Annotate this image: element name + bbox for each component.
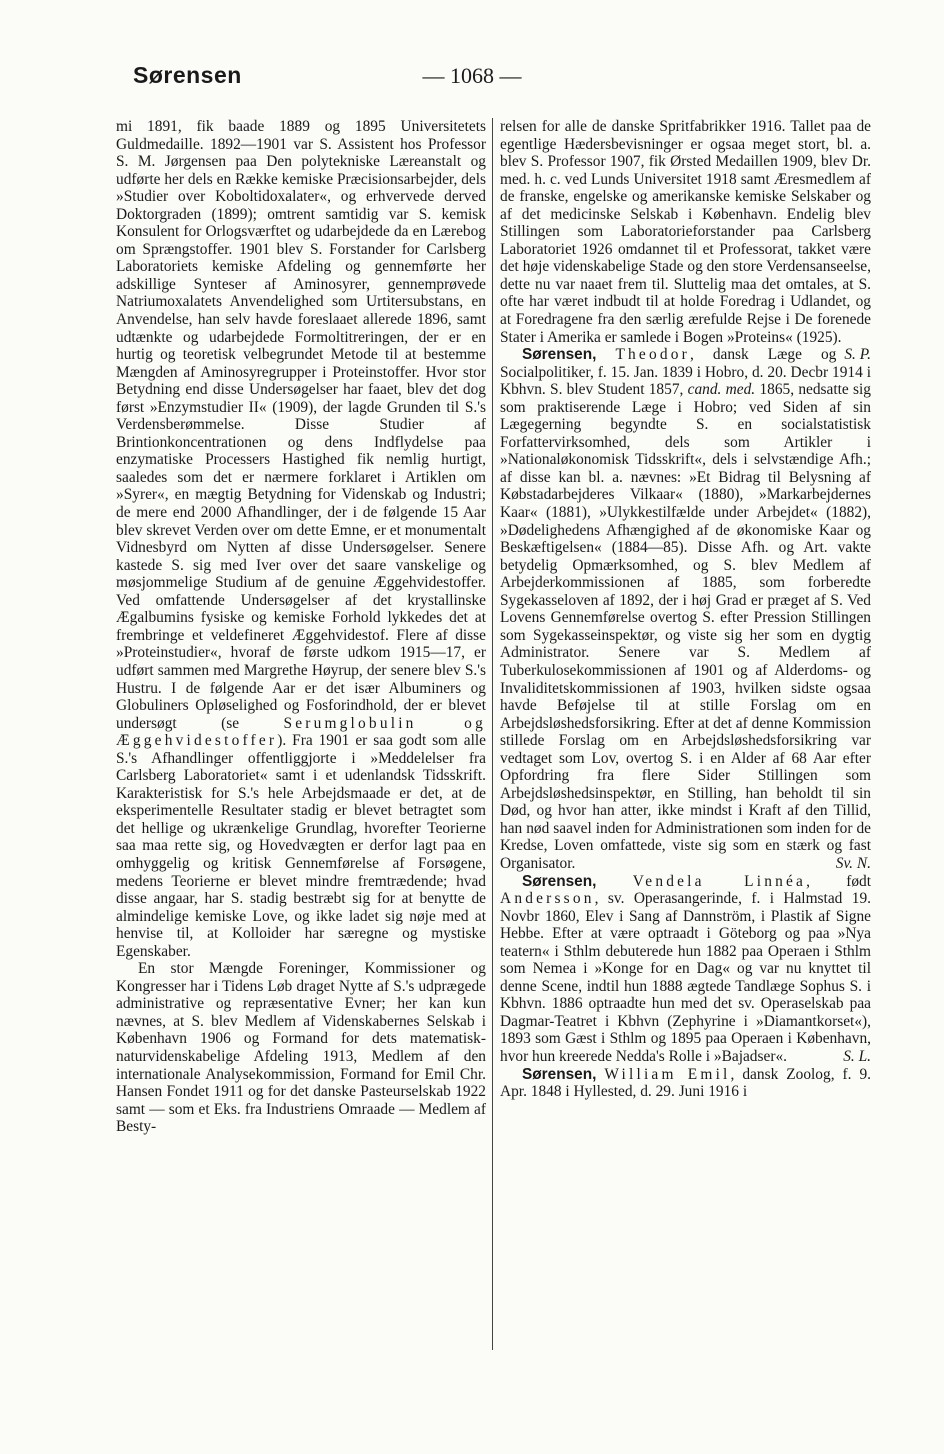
page-number: — 1068 — bbox=[422, 63, 522, 88]
entry-theodor-sorensen bbox=[500, 346, 871, 872]
page-header bbox=[0, 58, 944, 92]
text-run: relsen for alle de danske Spritfabrikker 1916. Tallet paa de egentlige Hædersbevisninger er ogsaa meget stort, bl. a. blev S. Professor 1907, fik Ørsted Medaillen 1909, blev Dr. med. h. c. ved Lunds Universitet 1918 samt Æresmedlem af de franske, engelske og amerikanske kemiske Selskaber og af det medicinske Selskab i København. Endelig blev Stillingen som Laboratorieforstander paa Carlsberg Laboratoriet 1926 omdannet til et Professorat, takket være det høje videnskabelige Stade og den store Verdensanseelse, dette nu var naaet frem til. Sluttelig maa det omtales, at S. ofte har været indbudt til at holde Foredrag i Udlandet, og at Foredragene fra den særlig ærefulde Rejse i De forenede Stater i Amerika er samlede i Bogen »Proteins« (1925). bbox=[500, 118, 871, 346]
author-signature: S. P. bbox=[844, 346, 871, 364]
left-paragraph-2: En stor Mængde Foreninger, Kommissioner og Kongresser har i Tidens Løb draget Nytte af S.'s udprægede administrative og repræsentative Evner; her kan kun nævnes, at S. blev Medlem af Videnskabernes Selskab i København 1906 og Formand for dets matematisk-naturvidenskabelige Afdeling 1913, Medlem af den internationale Analysekommission, Formand for Emil Chr. Hansen Fondet 1911 og for det danske Pasteurselskab 1922 samt — som et Eks. fra Industriens Omraade — Medlem af Besty- bbox=[116, 960, 486, 1136]
entry-headword: Sørensen, bbox=[522, 346, 597, 364]
entry-given-name: William Emil bbox=[604, 1065, 731, 1083]
running-head-title: Sørensen bbox=[133, 62, 242, 88]
entry-vendela-sorensen bbox=[500, 873, 871, 1066]
entry-headword: Sørensen, bbox=[522, 1065, 597, 1083]
column-divider bbox=[492, 118, 493, 1350]
entry-william-sorensen bbox=[500, 1066, 871, 1101]
right-column bbox=[500, 118, 871, 1101]
author-signature: Sv. N. bbox=[835, 854, 871, 872]
text-run: , dansk Læge og Socialpolitiker, f. 15. Jan. 1839 i Hobro, d. 20. Decbr 1914 i Kbhvn. S. blev Student 1857, bbox=[500, 346, 871, 399]
entry-headword: Sørensen, bbox=[522, 872, 597, 890]
text-run: , dansk Zoolog, f. 9. Apr. 1848 i Hyllested, d. 29. Juni 1916 i bbox=[500, 1065, 871, 1101]
spaced-text: Serumglobulin og Æggehvidestoffer bbox=[116, 714, 486, 750]
entry-given-name: Theodor bbox=[615, 346, 690, 364]
author-signature: S. L. bbox=[843, 1047, 871, 1065]
text-run: ). Fra 1901 er saa godt som alle S.'s Afhandlinger offentliggjorte i »Meddelelser fra Carlsberg Laboratoriet« samt i et udenlandsk Tidsskrift. Karakteristisk for S.'s hele Arbejdsmaade er det, at de eksperimentelle Resultater stadig er blevet betragtet som det hellige og ukrænkelige Grundlag, hvorefter Teorierne saa maa rette sig, og Hovedvægten er derfor lagt paa en omhyggelig og kritisk Gennemførelse af Forsøgene, medens Teorierne er blevet mindre fremtrædende; hvad disse angaar, har S. stadig bestræbt sig for at benytte de almindelige kemiske Love, og ikke ladet sig nøje med at henvise til, at Kolloider har særegne og mystiske Egenskaber. bbox=[116, 732, 486, 960]
left-column bbox=[116, 118, 486, 1136]
maiden-name: Andersson bbox=[500, 890, 595, 908]
entry-given-name: Vendela Linnéa bbox=[632, 872, 807, 890]
italic-text: cand. med. bbox=[687, 381, 756, 399]
text-run: , sv. Operasangerinde, f. i Halmstad 19. Novbr 1860, Elev i Sang af Dannström, i Plastik af Signe Hebbe. Efter at være optraadt i Göteborg og paa »Nya teatern« i Sthlm debuterede hun 1882 paa Operaen i Sthlm som Nemea i »Konge for en Dag« og var nu knyttet til denne Scene, indtil hun 1888 ægtede Tandlæge Sophus S. i Kbhvn. 1886 optraadte hun med det sv. Operaselskab paa Dagmar-Teatret i Kbhvn (Zephyrine i »Diamantkorset«), 1893 som Gæst i Sthlm og 1895 paa Operaen i København, hvor hun kreerede Nedda's Rolle i »Bajadser«. bbox=[500, 890, 871, 1065]
text-run: mi 1891, fik baade 1889 og 1895 Universitetets Guldmedaille. 1892—1901 var S. Assistent hos Professor S. M. Jørgensen paa Den polytekniske Læreanstalt og udførte her dels en Række kemiske Præcisionsarbejder, dels »Studier over Koboltidoxalater«, og erhvervede derved Doktorgraden (1899); omtrent samtidig var S. kemisk Konsulent for Orlogsværftet og udarbejdede da en Lærebog om Sprængstoffer. 1901 blev S. Forstander for Carlsberg Laboratoriets kemiske Afdeling og gennemførte her adskillige Synteser af Aminosyrer, gennemprøvede Natriumoxalatets Anvendelighed som Urtitersubstans, en Anvendelse, han selv havde foreslaaet allerede 1896, samt udtænkte og udarbejdede Formoltitreringen, der er en hurtig og teoretisk velbegrundet Metode til at bestemme Mængden af Aminosyregrupper i Proteinstoffer. Hvor stor Betydning end disse Undersøgelser har faaet, blev det dog først »Enzymstudier II« (1909), der lagde Grunden til S.'s Verdensberømmelse. Disse Studier af Brintionkoncentrationen og dens Indflydelse paa enzymatiske Processers Hastighed fik nemlig hurtigt, saaledes som det er nærmere forklaret i Artiklen om »Syrer«, en mægtig Betydning for Videnskab og Industri; de mere end 2000 Afhandlinger, der i de følgende 15 Aar blev skrevet Verden over om dette Emne, er et monumentalt Vidnesbyrd om Nytten af disse Undersøgelser. Senere kastede S. sig med Iver over det saare vanskelige og møsjommelige Studium af de genuine Æggehvidestoffer. Ved omfattende Undersøgelser af det krystallinske Ægalbumins fysiske og kemiske Forhold lykkedes det at frembringe et veldefineret Æggehvidestof. Flere af disse »Proteinstudier«, hvoraf de første udkom 1915—17, er udført sammen med Margrethe Høyrup, der senere blev S.'s Hustru. I de følgende Aar er det især Albuminers og Globuliners Opløselighed og Fosforindhold, der er blevet undersøgt (se bbox=[116, 118, 486, 732]
text-run: 1865, nedsatte sig som praktiserende Læge i Hobro; ved Siden af sin Lægegerning begyndte S. en socialstatistisk Forfattervirksomhed, dels som Artikler i »Nationaløkonomisk Tidsskrift«, dels i selvstændige Afh.; af disse kan bl. a. nævnes: »Et Bidrag til Belysning af Købstadarbejderes Vilkaar« (1880), »Markarbejdernes Kaar« (1881), »Ulykkestilfælde under Arbejdet« (1882), »Dødelighedens Afhængighed af de økonomiske Kaar og Beskæftigelsen« (1884—85). Disse Afh. og Art. vakte betydelig Opmærksomhed, og S. blev Medlem af Arbejderkommissionen af 1885, som forberedte Sygekasseloven af 1892, der i høj Grad er præget af S. Ved Lovens Gennemførelse overtog S. efter Pression Stillingen som Sygekasseinspektør, og viste sig her som en dygtig Administrator. Senere var S. Medlem af Tuberkulosekommissionen af 1901 og af Alderdoms- og Invaliditetskommissionen af 1903, hvilken sidste ogsaa havde Beføjelse til at stille Forslag om en Arbejdsløshedsforsikring. Efter at det af denne Kommission stillede Forslag om en Arbejdsløshedsforsikring var vedtaget som Lov, overtog S. i en Alder af 68 Aar efter Opfordring fra flere Sider Stillingen som Arbejdsløshedsinspektør, en Stilling, han beholdt til sin Død, og hvor han atter, ikke mindst i Kraft af den Tillid, han nød saavel inden for Administrationen som inden for de Kredse, Loven omfattede, viste sig som en stærk og fast Organisator. bbox=[500, 381, 871, 872]
left-paragraph-1 bbox=[116, 118, 486, 960]
text-run: , født bbox=[806, 872, 871, 890]
